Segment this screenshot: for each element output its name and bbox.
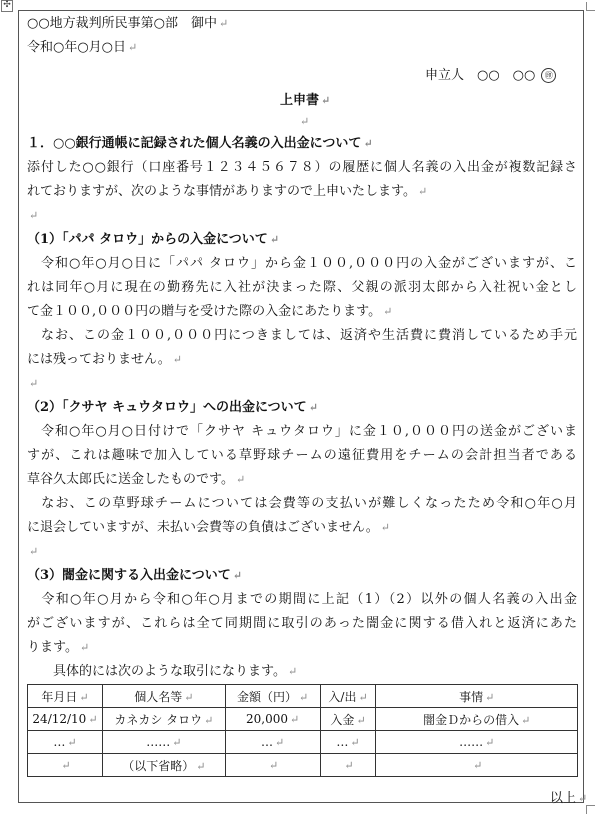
section-1-line[interactable]: れておりますが、次のような事情がありますので上申いたします。 ↵ [27, 184, 428, 199]
table-cell[interactable]: 24/12/10 ↵ [28, 708, 103, 731]
table-header-cell[interactable]: 事情 ↵ [376, 685, 578, 708]
table-cell[interactable]: 入金 ↵ [320, 708, 376, 731]
table-cell[interactable]: 20,000 ↵ [225, 708, 320, 731]
seal-icon: ㊞ [541, 68, 556, 83]
subsection-3-line[interactable]: がございますが、これらは全て同期間に取引のあった闇金に関する借入れと返済にあた [27, 616, 577, 631]
table-cell[interactable]: …… ↵ [102, 731, 225, 754]
paragraph-mark-icon: ↵ [232, 569, 243, 582]
cell-mark-icon: ↵ [350, 736, 360, 749]
paragraph-mark-icon: ↵ [308, 401, 318, 414]
table-row [28, 754, 578, 777]
subsection-1-line[interactable]: には残っておりません。 ↵ [27, 352, 182, 367]
subsection-3-heading[interactable]: （3）闇金に関する入出金について ↵ [27, 568, 243, 583]
paragraph-mark-icon: ↵ [363, 137, 373, 150]
paragraph-mark-icon: ↵ [29, 377, 39, 390]
paragraph-mark-icon: ↵ [235, 473, 246, 486]
paragraph-mark-icon: ↵ [383, 305, 393, 318]
subsection-1-line[interactable]: て金１００,０００円の贈与を受けた際の入金にあたります。 ↵ [27, 304, 393, 319]
table-header-cell[interactable]: 入/出 ↵ [320, 685, 376, 708]
table-row [28, 708, 578, 731]
table-cell[interactable]: カネカシ タロウ ↵ [102, 708, 225, 731]
subsection-3-line[interactable]: ります。 ↵ [27, 640, 90, 655]
empty-paragraph[interactable] [27, 208, 38, 224]
section-1-line[interactable]: 添付した○○銀行（口座番号１２３４５６７８）の履歴に個人名義の入出金が複数記録さ [27, 160, 577, 175]
subsection-3-line[interactable]: 具体的には次のような取引になります。 ↵ [27, 664, 298, 679]
section-1-heading[interactable]: １．○○銀行通帳に記録された個人名義の入出金について ↵ [27, 136, 373, 151]
subsection-1-heading[interactable]: （1）「パパ タロウ」からの入金について ↵ [27, 232, 280, 247]
transaction-table [27, 684, 578, 777]
table-cell[interactable]: … ↵ [28, 731, 103, 754]
table-row [28, 731, 578, 754]
cell-mark-icon: ↵ [344, 759, 354, 772]
cell-mark-icon: ↵ [61, 759, 71, 772]
table-header-cell[interactable]: 金額（円） ↵ [225, 685, 320, 708]
cell-mark-icon: ↵ [299, 690, 309, 704]
cell-mark-icon: ↵ [485, 690, 495, 704]
paragraph-mark-icon: ↵ [321, 94, 331, 107]
document-date[interactable]: 令和○年○月○日 ↵ [27, 40, 138, 55]
table-cell[interactable] [225, 754, 320, 777]
cell-mark-icon: ↵ [204, 713, 214, 727]
subsection-2-line[interactable]: に退会していますが、未払い会費等の負債はございません。 ↵ [27, 520, 390, 535]
cell-mark-icon: ↵ [184, 690, 194, 704]
cell-mark-icon: ↵ [79, 690, 89, 704]
empty-paragraph[interactable] [298, 114, 309, 130]
paragraph-mark-icon: ↵ [380, 521, 390, 534]
cell-mark-icon: ↵ [196, 759, 206, 773]
table-header-cell[interactable]: 年月日 ↵ [28, 685, 103, 708]
subsection-2-heading[interactable]: （2）「クサヤ キュウタロウ」への出金について ↵ [27, 400, 318, 415]
table-header-row [28, 685, 578, 708]
table-cell[interactable] [28, 754, 103, 777]
applicant-line[interactable]: 申立人 ○○ ○○ ㊞ [425, 64, 556, 83]
subsection-3-line[interactable]: 令和○年○月から令和○年○月までの期間に上記（1）（2）以外の個人名義の入出金 [27, 592, 577, 607]
paragraph-mark-icon: ↵ [287, 665, 298, 678]
subsection-1-line[interactable]: 令和○年○月○日に「パパ タロウ」から金１００,０００円の入金がございますが、こ [27, 256, 577, 271]
paragraph-mark-icon: ↵ [29, 545, 39, 558]
cell-mark-icon: ↵ [358, 690, 368, 704]
subsection-1-line[interactable]: れは同年○月に現在の勤務先に入社が決まった際、父親の派羽太郎から入社祝い金とし [27, 280, 577, 295]
empty-paragraph[interactable] [27, 376, 38, 392]
closing-text[interactable]: 以上 ↵ [550, 791, 588, 806]
paragraph-mark-icon: ↵ [79, 641, 90, 654]
paragraph-mark-icon: ↵ [29, 209, 39, 222]
document-title[interactable]: 上申書 ↵ [280, 93, 331, 108]
cell-mark-icon: ↵ [485, 736, 495, 749]
table-cell[interactable]: （以下省略） ↵ [102, 754, 225, 777]
margin-corner-mark [586, 2, 595, 11]
subsection-2-line[interactable]: 令和○年○月○日付けで「クサヤ キュウタロウ」に金１０,０００円の送金がございま [27, 424, 577, 439]
subsection-2-line[interactable]: 草谷久太郎氏に送金したものです。 ↵ [27, 472, 246, 487]
cell-mark-icon: ↵ [88, 713, 98, 726]
table-cell[interactable]: … ↵ [225, 731, 320, 754]
cell-mark-icon: ↵ [269, 759, 279, 772]
margin-corner-mark [586, 805, 595, 814]
cell-mark-icon: ↵ [275, 736, 285, 749]
paragraph-mark-icon: ↵ [219, 17, 229, 30]
cell-mark-icon: ↵ [356, 713, 366, 727]
cell-mark-icon: ↵ [290, 713, 300, 726]
cell-mark-icon: ↵ [67, 736, 77, 749]
paragraph-mark-icon: ↵ [417, 185, 428, 198]
cell-mark-icon: ↵ [172, 736, 182, 749]
addressee[interactable]: ○○地方裁判所民事第○部 御中 ↵ [27, 16, 229, 31]
paragraph-mark-icon: ↵ [300, 115, 310, 128]
paragraph-mark-icon: ↵ [578, 792, 588, 805]
cell-mark-icon: ↵ [473, 759, 483, 772]
paragraph-mark-icon: ↵ [269, 233, 280, 246]
table-cell[interactable]: 闇金Ｄからの借入 ↵ [376, 708, 578, 731]
table-cell[interactable]: … ↵ [320, 731, 376, 754]
cell-mark-icon: ↵ [521, 713, 531, 727]
subsection-2-line[interactable]: なお、この草野球チームについては会費等の支払いが難しくなったため令和○年○月 [27, 496, 577, 511]
empty-paragraph[interactable] [27, 544, 38, 560]
table-cell[interactable]: …… ↵ [376, 731, 578, 754]
table-cell[interactable] [376, 754, 578, 777]
subsection-2-line[interactable]: すが、これは趣味で加入している草野球チームの遠征費用をチームの会計担当者である [27, 448, 577, 463]
table-header-cell[interactable]: 個人名等 ↵ [102, 685, 225, 708]
paragraph-mark-icon: ↵ [172, 353, 182, 366]
paragraph-mark-icon: ↵ [128, 41, 138, 54]
anchor-icon: ✣ [1, 0, 13, 12]
table-cell[interactable] [320, 754, 376, 777]
subsection-1-line[interactable]: なお、この金１００,０００円につきましては、返済や生活費に費消しているため手元 [27, 328, 577, 343]
